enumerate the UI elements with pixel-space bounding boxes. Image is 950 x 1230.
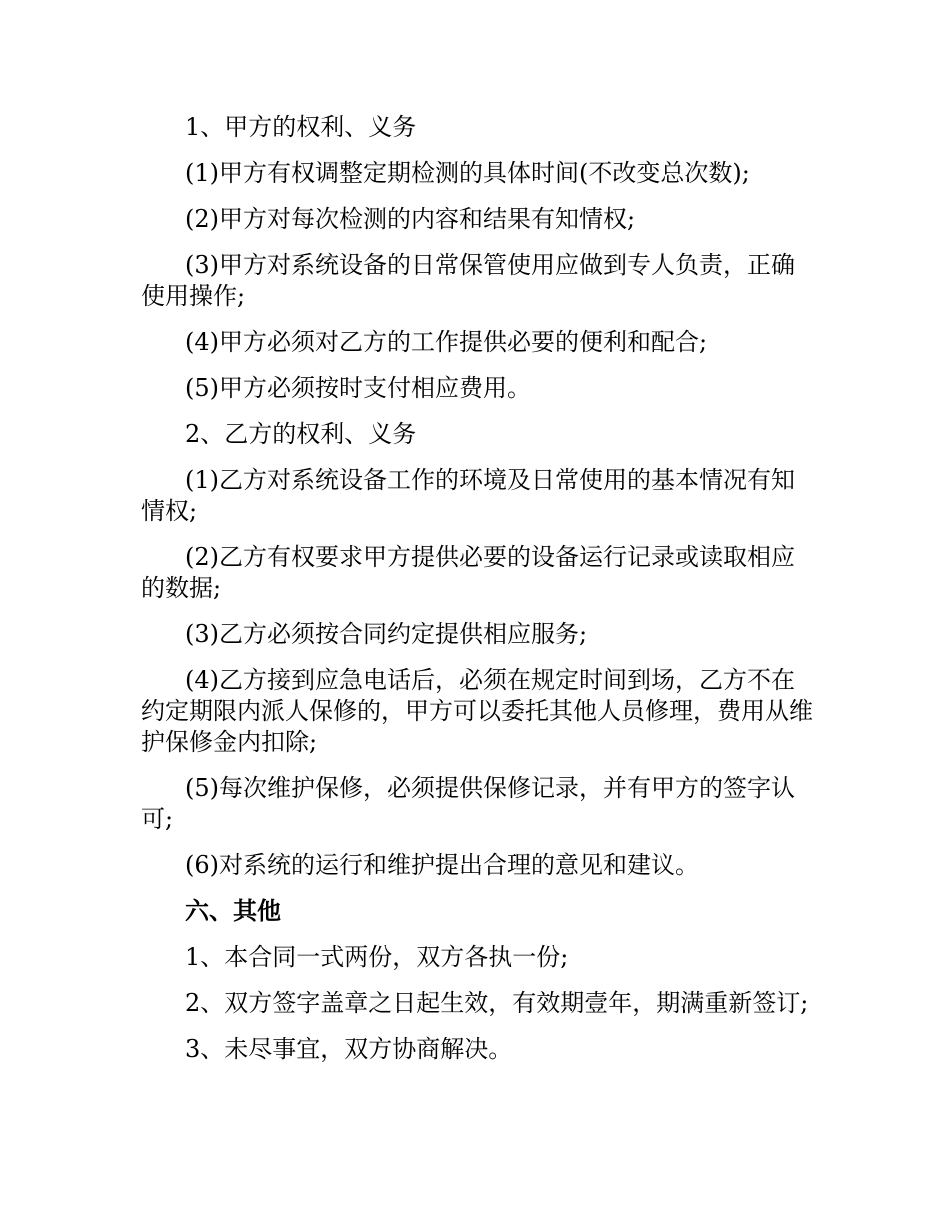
party-b-clause-4: (4)乙方接到应急电话后，必须在规定时间到场，乙方不在约定期限内派人保修的，甲方可以委托其他人员修理，费用从维护保修金内扣除;	[141, 666, 813, 756]
party-a-clause-4: (4)甲方必须对乙方的工作提供必要的便利和配合;	[185, 328, 708, 356]
party-b-clause-1: (1)乙方对系统设备工作的环境及日常使用的基本情况有知情权;	[141, 466, 795, 525]
party-a-rights-heading: 1、甲方的权利、义务	[185, 113, 417, 141]
party-b-rights-heading: 2、乙方的权利、义务	[185, 420, 417, 448]
document-page	[141, 112, 813, 1080]
section-other-heading: 六、其他	[185, 897, 281, 925]
party-a-clause-5: (5)甲方必须按时支付相应费用。	[185, 374, 531, 402]
party-b-clause-6: (6)对系统的运行和维护提出合理的意见和建议。	[185, 851, 699, 879]
party-b-clause-3: (3)乙方必须按合同约定提供相应服务;	[185, 620, 588, 648]
party-b-clause-2: (2)乙方有权要求甲方提供必要的设备运行记录或读取相应的数据;	[141, 543, 795, 602]
party-a-clause-1: (1)甲方有权调整定期检测的具体时间(不改变总次数);	[185, 159, 750, 187]
party-a-clause-2: (2)甲方对每次检测的内容和结果有知情权;	[185, 205, 636, 233]
party-b-clause-5: (5)每次维护保修，必须提供保修记录，并有甲方的签字认可;	[141, 774, 795, 833]
other-clause-1: 1、本合同一式两份，双方各执一份;	[185, 943, 569, 971]
other-clause-2: 2、双方签字盖章之日起生效，有效期壹年，期满重新签订;	[185, 989, 809, 1017]
party-a-clause-3: (3)甲方对系统设备的日常保管使用应做到专人负责，正确使用操作;	[141, 251, 795, 310]
other-clause-3: 3、未尽事宜，双方协商解决。	[185, 1035, 513, 1063]
